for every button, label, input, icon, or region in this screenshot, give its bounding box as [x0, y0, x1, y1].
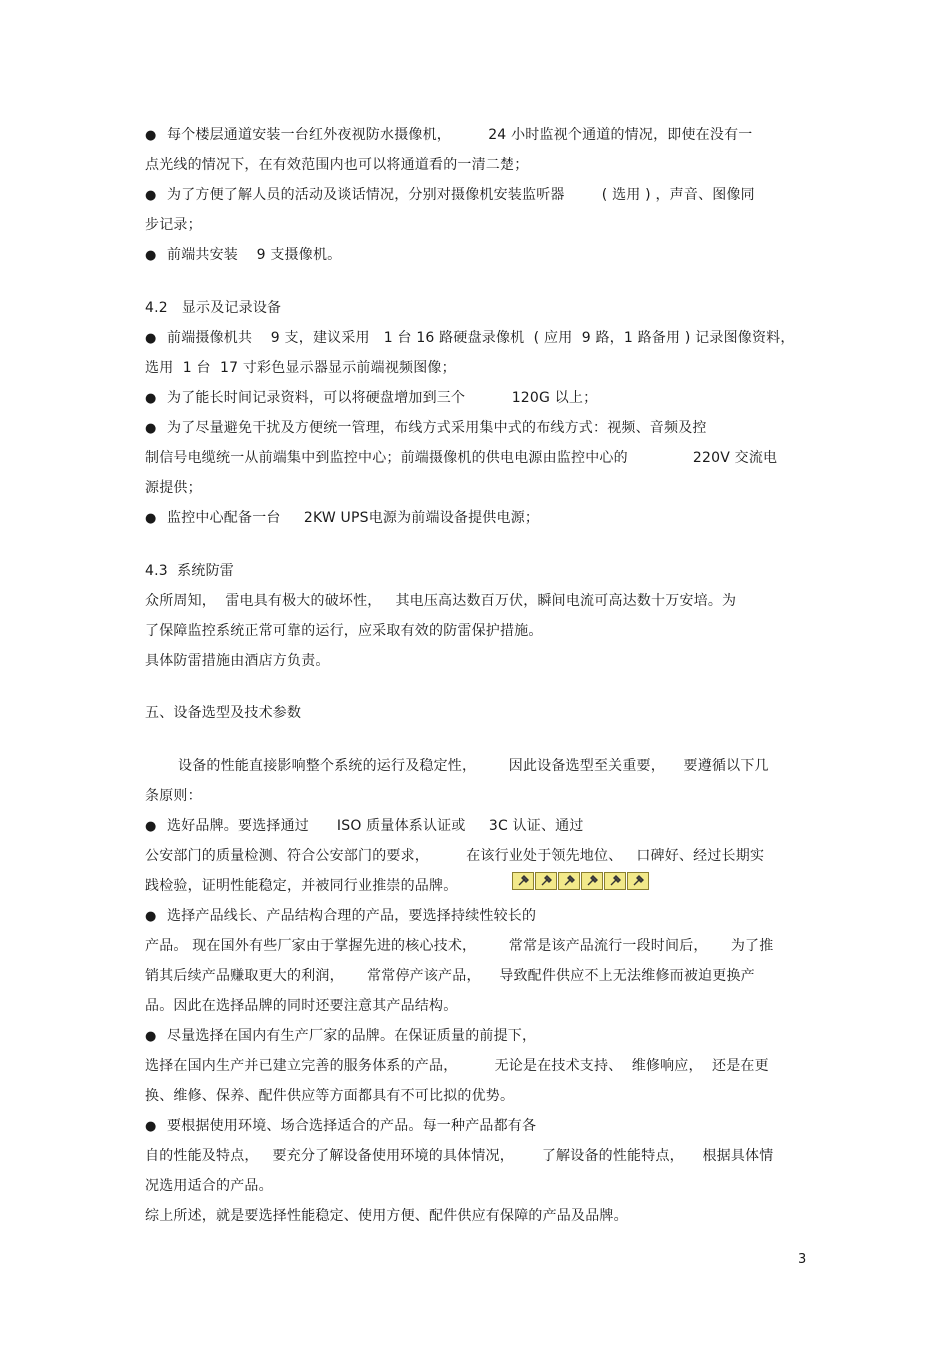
page-number: 3	[798, 1252, 807, 1267]
paragraph-line: 点光线的情况下，在有效范围内也可以将通道看的一清二楚；	[145, 157, 529, 173]
paragraph-line: 产品。 现在国外有些厂家由于掌握先进的核心技术， 常常是该产品流行一段时间后， 为了推	[145, 938, 774, 954]
tool-icon	[512, 872, 534, 890]
paragraph-line: 选用 1 台 17 寸彩色显示器显示前端视频图像；	[145, 360, 456, 376]
bullet-paragraph: ● 前端共安装 9 支摄像机。	[145, 245, 341, 266]
paragraph-line: 源提供；	[145, 480, 202, 496]
paragraph-line: 众所周知， 雷电具有极大的破坏性， 其电压高达数百万伏，瞬间电流可高达数十万安培。为	[145, 593, 737, 609]
paragraph-line: 条原则：	[145, 788, 202, 804]
paragraph-line: 了保障监控系统正常可靠的运行，应采取有效的防雷保护措施。	[145, 623, 543, 639]
bullet-paragraph: ● 选择产品线长、产品结构合理的产品，要选择持续性较长的	[145, 906, 536, 927]
paragraph-line: 综上所述，就是要选择性能稳定、使用方便、配件供应有保障的产品及品牌。	[145, 1208, 628, 1224]
section-heading: 4.3 系统防雷	[145, 563, 234, 579]
bullet-icon: ●	[145, 1119, 157, 1134]
paragraph-line: 制信号电缆统一从前端集中到监控中心；前端摄像机的供电电源由监控中心的 220V 交流电	[145, 450, 778, 466]
tool-icon	[581, 872, 603, 890]
bullet-paragraph: ● 为了方便了解人员的活动及谈话情况，分别对摄像机安装监听器 ( 选用 ) ，声音、图像同	[145, 185, 755, 206]
paragraph-line: 品。因此在选择品牌的同时还要注意其产品结构。	[145, 998, 458, 1014]
paragraph-line: 选择在国内生产并已建立完善的服务体系的产品， 无论是在技术支持、 维修响应， 还是在更	[145, 1058, 769, 1074]
bullet-paragraph: ● 要根据使用环境、场合选择适合的产品。每一种产品都有各	[145, 1116, 536, 1137]
bullet-icon: ●	[145, 819, 157, 834]
bullet-icon: ●	[145, 248, 157, 263]
paragraph-line: 践检验，证明性能稳定，并被同行业推崇的品牌。	[145, 878, 458, 894]
bullet-icon: ●	[145, 511, 157, 526]
paragraph-line: 具体防雷措施由酒店方负责。	[145, 653, 330, 669]
bullet-icon: ●	[145, 421, 157, 436]
bullet-paragraph: ● 监控中心配备一台 2KW UPS电源为前端设备提供电源；	[145, 508, 539, 529]
bullet-paragraph: ● 为了尽量避免干扰及方便统一管理，布线方式采用集中式的布线方式：视频、音频及控	[145, 418, 707, 439]
tool-icon	[627, 872, 649, 890]
bullet-paragraph: ● 前端摄像机共 9 支，建议采用 1 台 16 路硬盘录像机 ( 应用 9 路，1 路备用 ) 记录图像资料，	[145, 328, 795, 349]
paragraph-line: 销其后续产品赚取更大的利润， 常常停产该产品， 导致配件供应不上无法维修而被迫更换产	[145, 968, 755, 984]
paragraph-line: 自的性能及特点， 要充分了解设备使用环境的具体情况， 了解设备的性能特点， 根据具体情	[145, 1148, 774, 1164]
bullet-icon: ●	[145, 128, 157, 143]
section-heading: 4.2 显示及记录设备	[145, 300, 282, 316]
paragraph-line: 公安部门的质量检测、符合公安部门的要求， 在该行业处于领先地位、 口碑好、经过长期实	[145, 848, 765, 864]
paragraph-line: 设备的性能直接影响整个系统的运行及稳定性， 因此设备选型至关重要， 要遵循以下几	[178, 758, 769, 774]
tool-icon	[535, 872, 557, 890]
bullet-paragraph: ● 为了能长时间记录资料，可以将硬盘增加到三个 120G 以上；	[145, 388, 597, 409]
tool-icon	[558, 872, 580, 890]
bullet-icon: ●	[145, 391, 157, 406]
bullet-paragraph: ● 尽量选择在国内有生产厂家的品牌。在保证质量的前提下，	[145, 1026, 536, 1047]
paragraph-line: 况选用适合的产品。	[145, 1178, 273, 1194]
paragraph-line: 步记录；	[145, 217, 202, 233]
inline-icon-strip	[512, 872, 649, 890]
bullet-icon: ●	[145, 331, 157, 346]
tool-icon	[604, 872, 626, 890]
bullet-paragraph: ● 选好品牌。要选择通过 ISO 质量体系认证或 3C 认证、通过	[145, 816, 584, 837]
bullet-icon: ●	[145, 1029, 157, 1044]
paragraph-line: 换、维修、保养、配件供应等方面都具有不可比拟的优势。	[145, 1088, 515, 1104]
bullet-paragraph: ● 每个楼层通道安装一台红外夜视防水摄像机， 24 小时监视个通道的情况，即使在没有一	[145, 125, 752, 146]
bullet-icon: ●	[145, 909, 157, 924]
bullet-icon: ●	[145, 188, 157, 203]
chapter-heading: 五、设备选型及技术参数	[145, 705, 302, 721]
